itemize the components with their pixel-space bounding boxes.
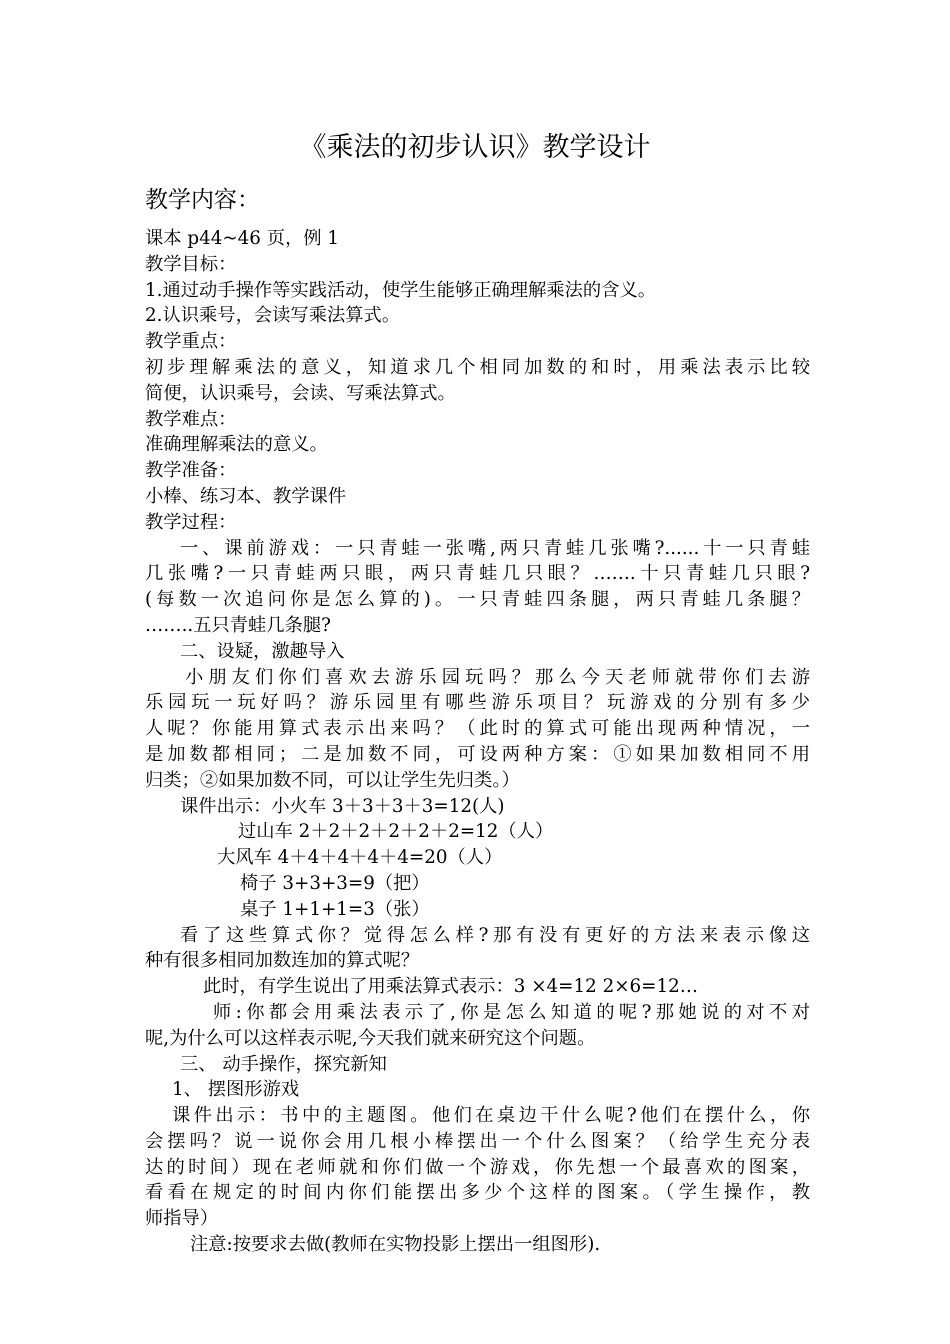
text-line: 归类；②如果加数不同，可以让学生先归类。）: [145, 769, 520, 791]
text-line: 会摆吗？说一说你会用几根小棒摆出一个什么图案？（给学生充分表: [145, 1130, 810, 1152]
text-line: 达的时间）现在老师就和你们做一个游戏，你先想一个最喜欢的图案，: [145, 1156, 810, 1178]
text-line: 种有很多相同加数连加的算式呢？: [145, 950, 420, 972]
text-line: 桌子 1+1+1=3（张）: [240, 898, 430, 920]
text-line: 是加数都相同；二是加数不同，可设两种方案：①如果加数相同不用: [145, 743, 810, 765]
text-line: 初步理解乘法的意义，知道求几个相同加数的和时，用乘法表示比较: [145, 356, 810, 378]
text-line: 1.通过动手操作等实践活动，使学生能够正确理解乘法的含义。: [145, 279, 657, 301]
text-line: 简便，认识乘号，会读、写乘法算式。: [145, 382, 456, 404]
text-line: 人呢？你能用算式表示出来吗？（此时的算式可能出现两种情况，一: [145, 718, 810, 740]
text-line: 准确理解乘法的意义。: [145, 434, 328, 456]
text-line: 小棒、练习本、教学课件: [145, 485, 347, 507]
text-line: 乐园玩一玩好吗？游乐园里有哪些游乐项目？玩游戏的分别有多少: [145, 692, 810, 714]
text-line: 看看在规定的时间内你们能摆出多少个这样的图案。（学生操作，教: [145, 1182, 810, 1204]
document-body: [145, 226, 810, 1258]
text-line: 椅子 3+3+3=9（把）: [240, 872, 430, 894]
text-line: 三、 动手操作，探究新知: [180, 1053, 387, 1075]
text-line: 1、 摆图形游戏: [172, 1079, 300, 1101]
text-line: 教学准备：: [145, 460, 237, 482]
text-line: 看了这些算式你？觉得怎么样?那有没有更好的方法来表示像这: [180, 924, 810, 946]
text-line: 过山车 2＋2＋2＋2＋2＋2=12（人）: [238, 821, 554, 843]
text-line: 教学过程：: [145, 511, 237, 533]
text-line: 呢,为什么可以这样表示呢,今天我们就来研究这个问题。: [145, 1027, 596, 1049]
text-line: 教学重点：: [145, 331, 237, 353]
text-line: 大风车 4＋4＋4＋4＋4=20（人）: [217, 847, 503, 869]
document-title: 《乘法的初步认识》教学设计: [299, 132, 651, 163]
text-line: 此时，有学生说出了用乘法算式表示：3 ×4=12 2×6=12…: [203, 976, 699, 998]
text-line: 课件出示：书中的主题图。他们在桌边干什么呢?他们在摆什么，你: [172, 1105, 810, 1127]
text-line: 二、设疑，激趣导入: [180, 640, 345, 662]
text-line: 教学难点：: [145, 408, 237, 430]
section-heading-teaching-content: 教学内容：: [145, 187, 260, 213]
text-line: 几张嘴?一只青蛙两只眼，两只青蛙几只眼？…….十只青蛙几只眼?: [145, 563, 810, 585]
text-line: 教学目标：: [145, 253, 237, 275]
text-line: ……..五只青蛙几条腿?: [145, 614, 331, 636]
text-line: 注意:按要求去做(教师在实物投影上摆出一组图形).: [190, 1234, 601, 1256]
text-line: (每数一次追问你是怎么算的)。一只青蛙四条腿，两只青蛙几条腿？: [145, 589, 810, 611]
text-line: 课件出示：小火车 3＋3＋3＋3=12(人): [180, 795, 505, 817]
text-line: 小朋友们你们喜欢去游乐园玩吗？那么今天老师就带你们去游: [185, 666, 810, 688]
text-line: 课本 p44~46 页，例 1: [145, 228, 340, 249]
text-line: 师:你都会用乘法表示了,你是怎么知道的呢?那她说的对不对: [213, 1001, 810, 1023]
text-line: 2.认识乘号，会读写乘法算式。: [145, 305, 401, 327]
text-line: 师指导）: [145, 1208, 219, 1230]
text-line: 一、课前游戏：一只青蛙一张嘴,两只青蛙几张嘴?......十一只青蛙: [180, 537, 810, 559]
